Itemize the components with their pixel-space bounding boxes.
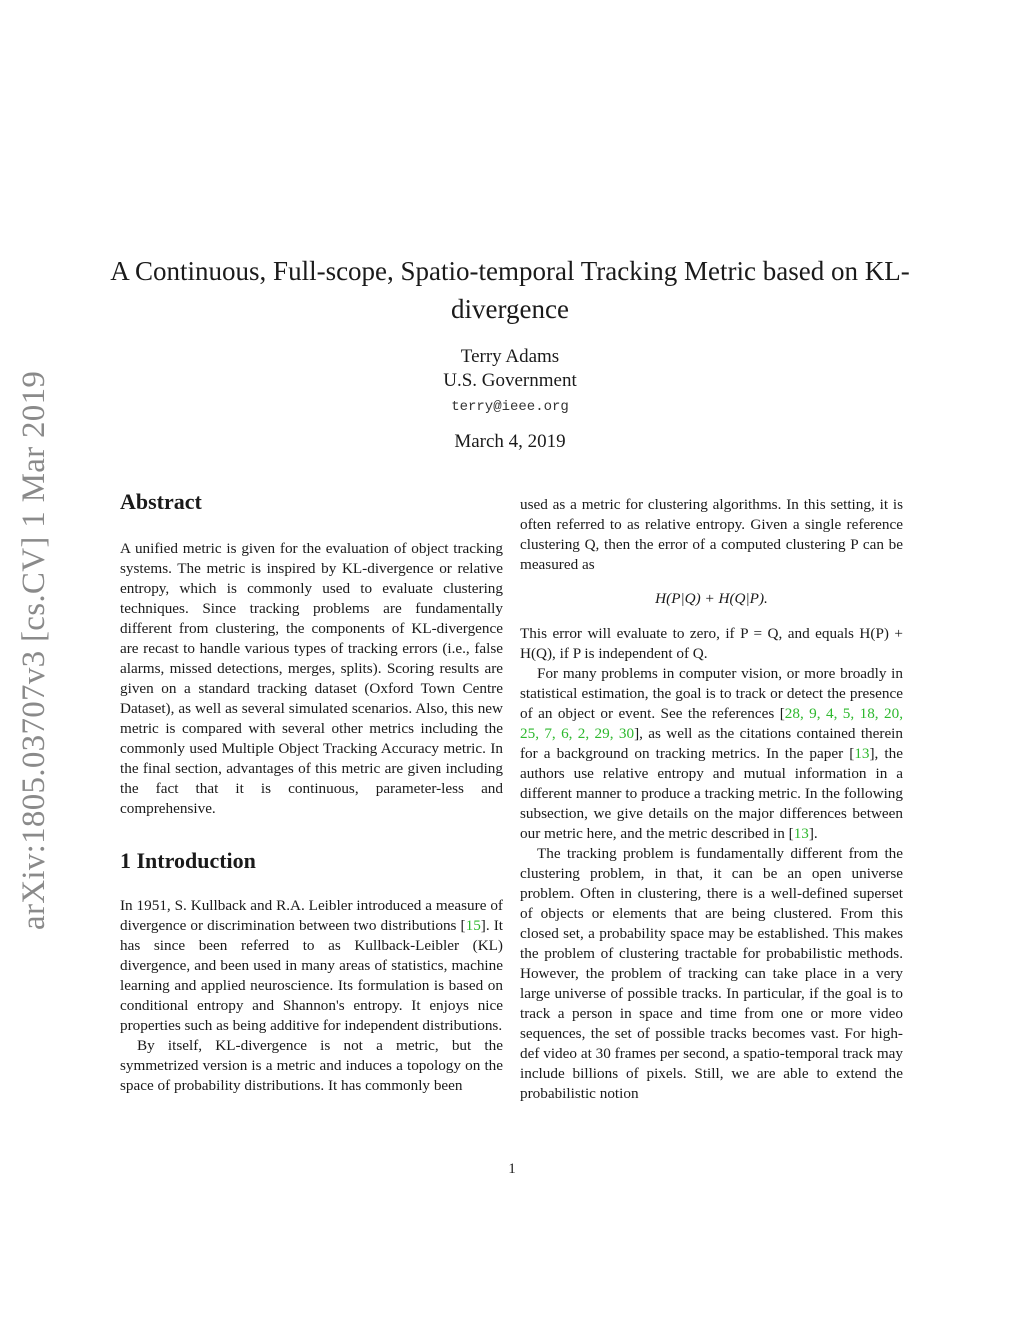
right-paragraph-2: This error will evaluate to zero, if P = Q, and equals H(P) + H(Q), if P is independent of Q. <box>520 625 903 662</box>
citation-link[interactable]: 13 <box>854 745 870 762</box>
citation-link[interactable]: 13 <box>793 825 809 842</box>
left-column <box>120 487 503 1096</box>
right-paragraph-4: The tracking problem is fundamentally different from the clustering problem, in that, it can be an open universe problem. Often in clustering, there is a well-defined superset of objects or elements that are being clustered. From this closed set, a probability space may be established. This makes the problem of clustering tractable for probabilistic methods. However, the problem of tracking can take place in a very large universe of possible tracks. In particular, if the goal is to track a person in space and time from one or more video sequences, the set of possible tracks becomes vast. For high-def video at 30 frames per second, a spatio-temporal track may include billions of pixels. Still, we are able to extend the probabilistic notion <box>520 845 903 1102</box>
equation: H(P|Q) + H(Q|P). <box>655 590 768 607</box>
right-column <box>520 495 903 1104</box>
intro-paragraph-2: By itself, KL-divergence is not a metric, but the symmetrized version is a metric and induces a topology on the space of probability distributions. It has commonly been <box>120 1037 503 1094</box>
paper-title: A Continuous, Full-scope, Spatio-temporal Tracking Metric based on KL-divergence <box>110 256 910 324</box>
paper-date: March 4, 2019 <box>454 431 566 452</box>
introduction-heading: 1 Introduction <box>120 848 256 873</box>
intro-paragraph-1: In 1951, S. Kullback and R.A. Leibler introduced a measure of divergence or discrimination between two distributions [15]. It has since been referred to as Kullback-Leibler (KL) divergence, and been used in many areas of statistics, machine learning and applied neuroscience. Its formulation is based on conditional entropy and Shannon's entropy. It enjoys nice properties such as being additive for independent distributions. <box>120 897 503 1034</box>
author-block <box>310 345 710 419</box>
author-email: terry@ieee.org <box>451 399 569 415</box>
citation-link[interactable]: 15 <box>465 917 481 934</box>
abstract-heading: Abstract <box>120 489 202 514</box>
abstract-text: A unified metric is given for the evaluation of object tracking systems. The metric is inspired by KL-divergence or relative entropy, which is commonly used to evaluate clustering techniques. Since tracking problems are fundamentally different from clustering, the components of KL-divergence are recast to handle various types of tracking errors (i.e., false alarms, missed detections, merges, splits). Scoring results are given on a standard tracking dataset (Oxford Town Centre Dataset), as well as several simulated scenarios. Also, this new metric is compared with several other metrics including the commonly used Multiple Object Tracking Accuracy metric. In the final section, advantages of this metric are given including the fact that it is continuous, parameter-less and comprehensive. <box>120 540 503 817</box>
page-number: 1 <box>508 1161 516 1177</box>
author-affiliation: U.S. Government <box>443 370 577 391</box>
arxiv-side-label: arXiv:1805.03707v3 [cs.CV] 1 Mar 2019 <box>16 370 52 930</box>
citation-list-link[interactable]: 28, 9, 4, 5, 18, 20, 25, 7, 6, 2, 29, 30 <box>520 705 903 742</box>
right-paragraph-1: used as a metric for clustering algorithms. In this setting, it is often referred to as relative entropy. Given a single reference clustering Q, then the error of a computed clustering P can be measured as <box>520 496 903 573</box>
author-name: Terry Adams <box>460 346 560 367</box>
right-paragraph-3: For many problems in computer vision, or more broadly in statistical estimation, the goal is to track or detect the presence of an object or event. See the references [28, 9, 4, 5, 18, 20, 25, 7, 6, 2, 29, 30], as well as the citations contained therein for a background on tracking metrics. In the paper [13], the authors use relative entropy and mutual information in a different manner to produce a tracking metric. In the following subsection, we give details on the major differences between our metric here, and the metric described in [13]. <box>520 665 903 842</box>
